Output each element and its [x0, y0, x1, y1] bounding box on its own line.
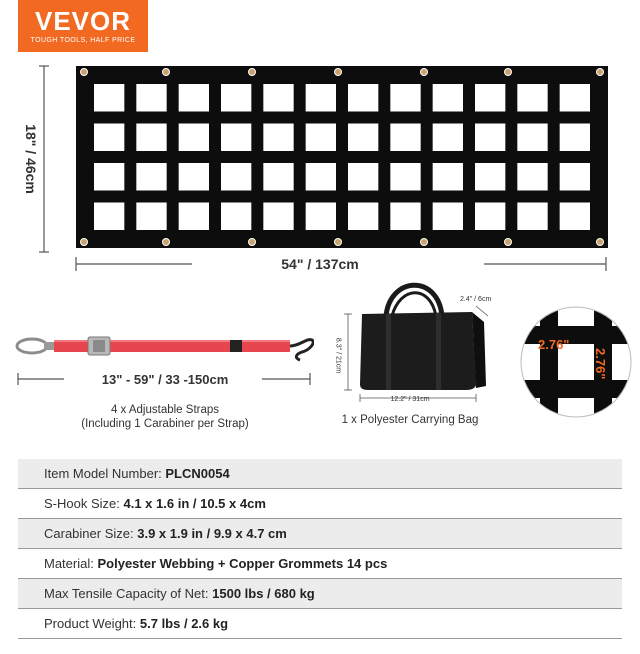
net-hole	[263, 124, 293, 152]
brand-name: VEVOR	[34, 6, 132, 36]
spec-table	[18, 459, 622, 639]
net-hole	[179, 124, 209, 152]
net-hole	[179, 84, 209, 112]
net-hole	[179, 163, 209, 191]
bag-depth-label: 2.4" / 6cm	[460, 296, 492, 303]
cargo-net-image	[76, 66, 608, 248]
net-hole	[221, 163, 251, 191]
net-hole	[306, 203, 336, 231]
spec-row	[18, 459, 622, 489]
net-hole	[390, 163, 420, 191]
vevor-logo	[18, 0, 148, 52]
strap-length-label: 13" - 59" / 33 -150cm	[101, 372, 229, 387]
net-hole	[136, 203, 166, 231]
net-hole	[517, 124, 547, 152]
net-hole	[136, 84, 166, 112]
bag-width-label: 12.2" / 31cm	[390, 396, 430, 403]
spec-label: Carabiner Size:	[44, 526, 134, 541]
spec-value: 1500 lbs / 680 kg	[212, 586, 315, 601]
net-hole	[263, 203, 293, 231]
net-hole	[179, 203, 209, 231]
net-hole	[475, 203, 505, 231]
net-hole	[475, 163, 505, 191]
grommet	[249, 69, 256, 76]
strap-caption-line2: (Including 1 Carabiner per Strap)	[81, 418, 249, 430]
grommet	[81, 239, 88, 246]
net-width-label: 54" / 137cm	[281, 256, 359, 272]
net-hole	[348, 84, 378, 112]
net-hole	[94, 163, 124, 191]
net-hole	[263, 163, 293, 191]
net-hole	[221, 84, 251, 112]
grommet	[335, 69, 342, 76]
net-hole	[433, 163, 463, 191]
spec-row	[18, 579, 622, 609]
mesh-zoom-image	[520, 306, 632, 418]
net-hole	[433, 203, 463, 231]
spec-value: 5.7 lbs / 2.6 kg	[139, 616, 229, 631]
net-hole	[560, 84, 590, 112]
spec-value: PLCN0054	[165, 466, 230, 481]
spec-row	[18, 519, 622, 549]
spec-value: 4.1 x 1.6 in / 10.5 x 4cm	[123, 496, 266, 511]
net-hole	[348, 163, 378, 191]
brand-tagline: TOUGH TOOLS, HALF PRICE	[30, 37, 136, 44]
grommet	[335, 239, 342, 246]
grommet	[249, 239, 256, 246]
spec-row	[18, 549, 622, 579]
net-hole	[475, 124, 505, 152]
spec-label: Material:	[44, 556, 94, 571]
mesh-vertical-label: 2.76"	[593, 348, 608, 380]
spec-value: 3.9 x 1.9 in / 9.9 x 4.7 cm	[137, 526, 287, 541]
bag-caption: 1 x Polyester Carrying Bag	[341, 414, 479, 426]
adjustable-strap-image	[14, 330, 314, 362]
net-hole	[136, 124, 166, 152]
net-hole	[475, 84, 505, 112]
grommet	[597, 239, 604, 246]
net-hole	[560, 203, 590, 231]
grommet	[505, 69, 512, 76]
grommet	[163, 239, 170, 246]
net-hole	[390, 84, 420, 112]
grommet	[421, 239, 428, 246]
net-hole	[136, 163, 166, 191]
grommet	[81, 69, 88, 76]
net-hole	[433, 124, 463, 152]
net-hole	[348, 203, 378, 231]
net-hole	[348, 124, 378, 152]
net-hole	[517, 163, 547, 191]
grommet	[421, 69, 428, 76]
net-hole	[306, 163, 336, 191]
net-hole	[263, 84, 293, 112]
height-label-wrap	[16, 64, 46, 254]
net-hole	[390, 203, 420, 231]
mesh-horizontal-label: 2.76"	[538, 337, 570, 352]
spec-value: Polyester Webbing + Copper Grommets 14 pcs	[97, 556, 388, 571]
grommet	[505, 239, 512, 246]
grommet	[597, 69, 604, 76]
net-hole	[306, 124, 336, 152]
spec-label: S-Hook Size:	[44, 496, 120, 511]
net-hole	[517, 203, 547, 231]
strap-caption	[40, 403, 290, 431]
carrying-bag-image	[334, 270, 514, 410]
net-hole	[94, 84, 124, 112]
spec-label: Product Weight:	[44, 616, 137, 631]
net-hole	[306, 84, 336, 112]
net-hole	[221, 124, 251, 152]
net-hole	[433, 84, 463, 112]
spec-row	[18, 609, 622, 639]
spec-label: Max Tensile Capacity of Net:	[44, 586, 209, 601]
grommet	[163, 69, 170, 76]
net-hole	[94, 203, 124, 231]
spec-row	[18, 489, 622, 519]
net-hole	[221, 203, 251, 231]
net-height-label: 18" / 46cm	[23, 124, 39, 194]
net-hole	[94, 124, 124, 152]
net-hole	[517, 84, 547, 112]
net-hole	[560, 163, 590, 191]
spec-label: Item Model Number:	[44, 466, 162, 481]
bag-height-label: 8.3" / 21cm	[334, 337, 342, 374]
net-hole	[560, 124, 590, 152]
strap-caption-line1: 4 x Adjustable Straps	[110, 404, 220, 416]
net-hole	[390, 124, 420, 152]
